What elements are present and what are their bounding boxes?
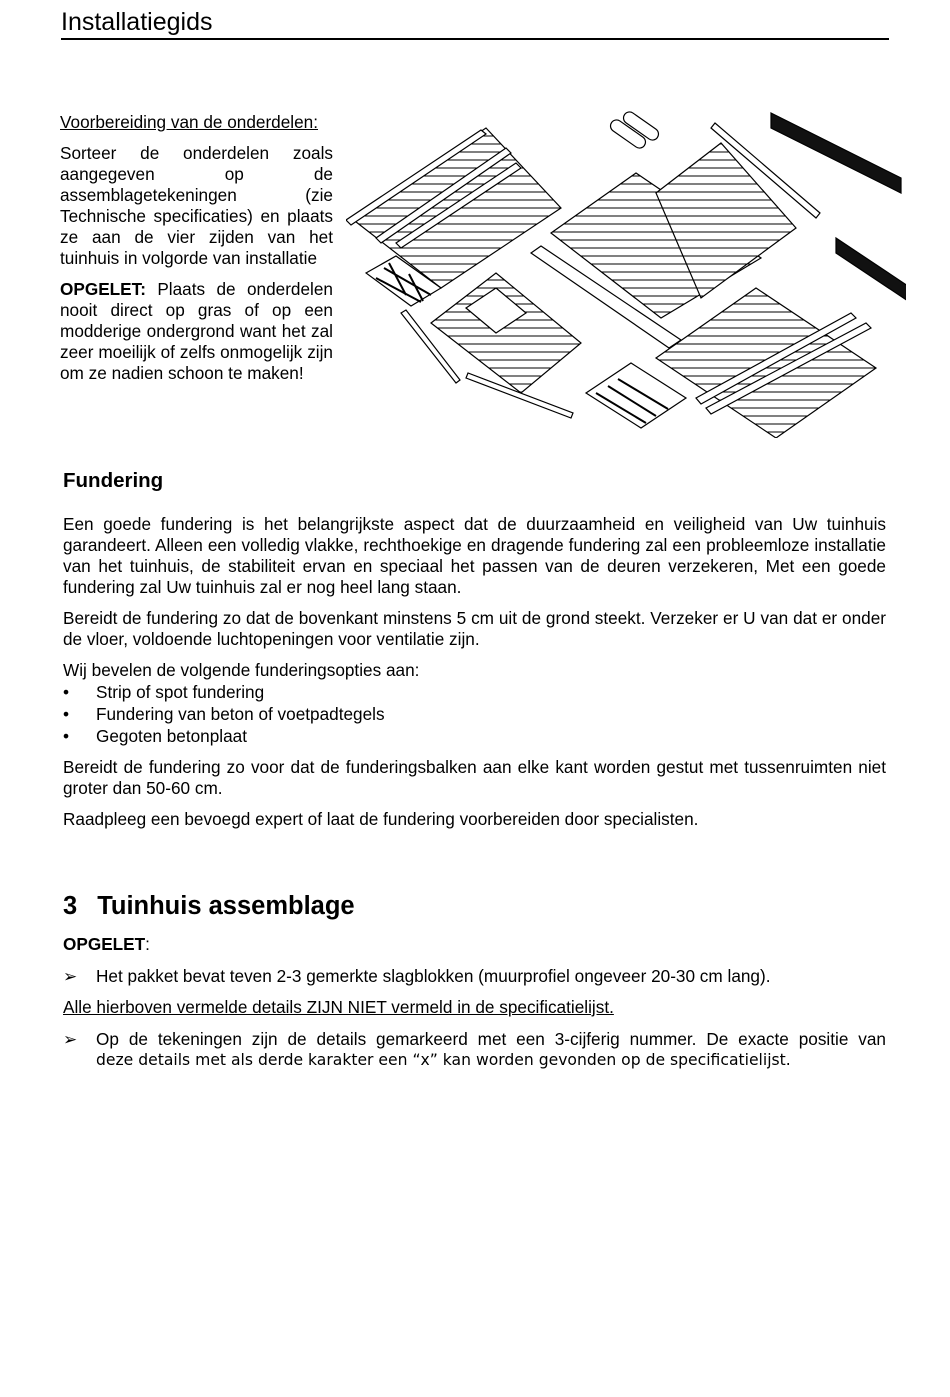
list-item-text: Fundering van beton of voetpadtegels <box>96 704 385 724</box>
colon: : <box>145 934 150 954</box>
warning-label: OPGELET: <box>60 279 146 299</box>
section-number: 3 <box>63 892 78 920</box>
arrow-bullet-icon: ➢ <box>63 1029 78 1049</box>
foundation-paragraph-3: Wij bevelen de volgende funderingsopties aan: <box>63 660 420 680</box>
bullet-icon: • <box>63 704 70 724</box>
foundation-paragraph-1: Een goede fundering is het belangrijkste aspect dat de duurzaamheid en veiligheid van Uw tuinhuis garandeert. Alleen een volledig vlakke, rechthoekige en dragende fundering zal een probleemloze installatie van het tuinhuis, de stabiliteit ervan en speciaal het passen van de deuren verzekeren, Met een goede fundering zal Uw tuinhuis zal er nog heel lang staan. <box>63 514 886 597</box>
list-item <box>63 725 886 747</box>
foundation-heading: Fundering <box>63 469 164 492</box>
header-title: Installatiegids <box>61 8 213 36</box>
assembly-item-1-text: Het pakket bevat teven 2-3 gemerkte slagblokken (muurprofiel ongeveer 20-30 cm lang). <box>96 966 771 986</box>
list-item-text: Gegoten betonplaat <box>96 726 247 746</box>
bullet-icon: • <box>63 682 70 702</box>
bullet-icon: • <box>63 726 70 746</box>
section-title: Tuinhuis assemblage <box>97 892 355 920</box>
assembly-item-2-line-2: deze details met als derde karakter een “x” kan worden gevonden op de specificatielijst. <box>96 1051 791 1069</box>
foundation-paragraph-2: Bereidt de fundering zo dat de bovenkant minstens 5 cm uit de grond steekt. Verzeker er U van dat er onder de vloer, voldoende luchtopeningen voor ventilatie zijn. <box>63 608 886 649</box>
preparation-paragraph: Sorteer de onderdelen zoals aangegeven op de assemblagetekeningen (zie Technische specificaties) en plaats ze aan de vier zijden van het tuinhuis in volgorde van installatie <box>60 143 333 268</box>
foundation-paragraph-5: Raadpleeg een bevoegd expert of laat de fundering voorbereiden door specialisten. <box>63 809 699 829</box>
foundation-section <box>63 468 886 830</box>
assembly-heading <box>63 890 886 922</box>
assembly-underlined-note: Alle hierboven vermelde details ZIJN NIET vermeld in de specificatielijst. <box>63 997 614 1017</box>
list-item <box>63 703 886 725</box>
assembly-warning <box>63 934 886 955</box>
preparation-heading: Voorbereiding van de onderdelen: <box>60 112 319 132</box>
page-header <box>61 6 889 40</box>
assembly-item-1 <box>63 966 886 987</box>
preparation-warning <box>60 279 333 384</box>
foundation-options-list <box>63 681 886 747</box>
warning-text: Plaats de onderdelen nooit direct op gras of op een modderige ondergrond want het zal zeer moeilijk of zelfs onmogelijk zijn om ze nadien schoon te maken! <box>60 279 333 383</box>
assembly-item-2 <box>63 1029 886 1071</box>
foundation-paragraph-4: Bereidt de fundering zo voor dat de funderingsbalken aan elke kant worden gestut met tussenruimten niet groter dan 50-60 cm. <box>63 757 886 798</box>
list-item <box>63 681 886 703</box>
shed-parts-exploded-drawing <box>346 108 906 438</box>
assembly-item-2-line-1: Op de tekeningen zijn de details gemarkeerd met een 3-cijferig nummer. De exacte positie van <box>96 1029 886 1049</box>
preparation-section <box>60 112 333 384</box>
assembly-section <box>63 890 886 1071</box>
assembly-warning-label: OPGELET <box>63 934 146 954</box>
list-item-text: Strip of spot fundering <box>96 682 265 702</box>
arrow-bullet-icon: ➢ <box>63 966 78 986</box>
